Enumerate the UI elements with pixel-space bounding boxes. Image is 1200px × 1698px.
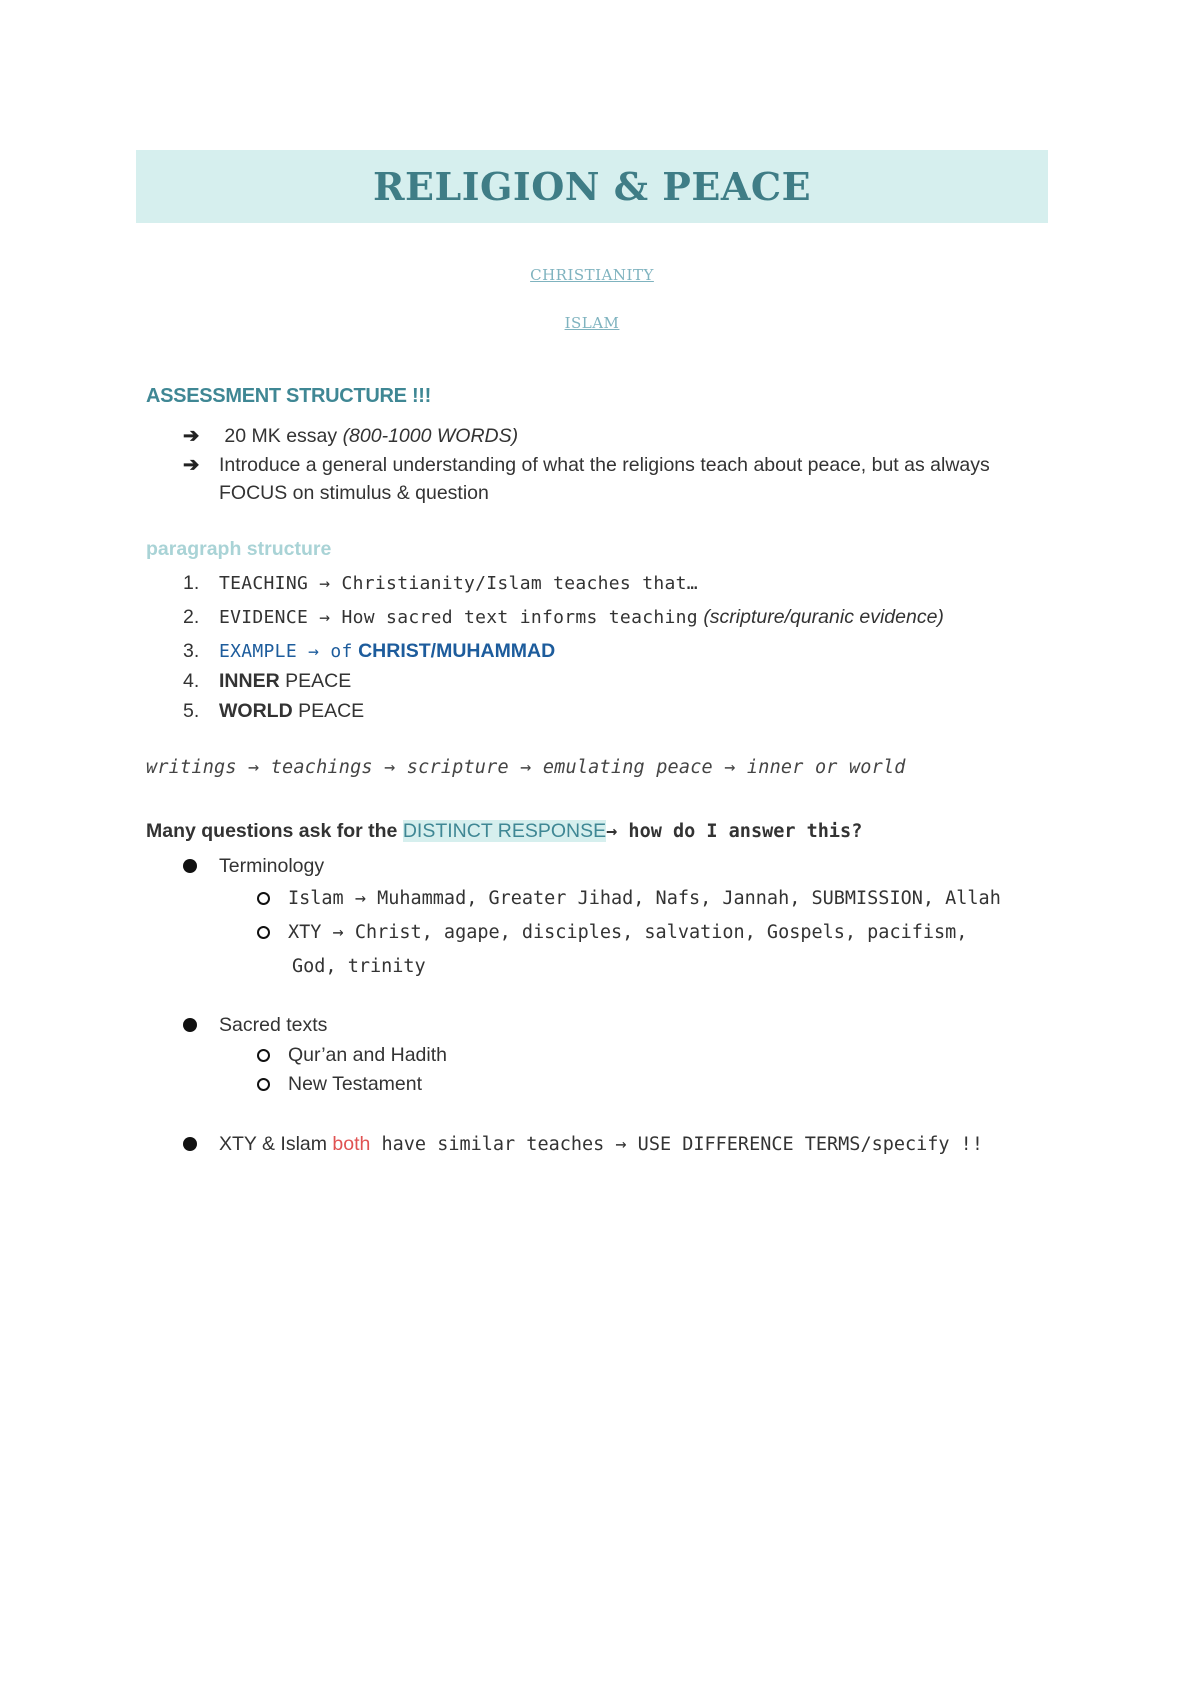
question-prefix: Many questions ask for the <box>146 820 403 842</box>
bullet-terminology <box>183 852 324 880</box>
assessment-item-1-text: 20 MK essay <box>224 425 343 447</box>
item-italic: (scripture/quranic evidence) <box>703 606 944 628</box>
sub-bullet-text: XTY → Christ, agape, disciples, salvation, Gospels, pacifism, <box>288 922 968 943</box>
paragraph-heading: paragraph structure <box>146 538 332 560</box>
item-text: EVIDENCE → How sacred text informs teaching <box>219 607 698 628</box>
item-text: PEACE <box>279 670 352 692</box>
sub-bullet-new-testament <box>257 1070 422 1098</box>
paragraph-item-3 <box>183 637 555 666</box>
writings-chain: writings → teachings → scripture → emulating peace → inner or world <box>146 757 906 778</box>
bullet-prefix: XTY & Islam <box>219 1133 333 1155</box>
sub-bullet-text: Qur’an and Hadith <box>288 1044 447 1066</box>
assessment-item-2 <box>183 451 990 504</box>
page-title: RELIGION & PEACE <box>372 164 812 209</box>
sub-bullet-quran <box>257 1041 447 1069</box>
paragraph-item-1 <box>183 569 698 598</box>
sub-bullet-text: God, trinity <box>292 956 426 977</box>
title-banner <box>136 150 1048 223</box>
sub-bullet-xty-continued <box>292 952 426 981</box>
bullet-similar-teachings <box>183 1130 983 1159</box>
assessment-item-1-italic: (800-1000 WORDS) <box>342 425 519 447</box>
paragraph-item-5 <box>183 697 364 725</box>
sub-bullet-xty <box>257 918 967 947</box>
item-number: 5. <box>183 700 200 722</box>
question-line <box>146 820 862 843</box>
sub-bullet-text: Islam → Muhammad, Greater Jihad, Nafs, Jannah, SUBMISSION, Allah <box>288 888 1001 909</box>
bullet-circle-icon <box>257 926 270 939</box>
bullet-circle-icon <box>257 892 270 905</box>
assessment-heading: ASSESSMENT STRUCTURE !!! <box>146 385 432 407</box>
item-number: 2. <box>183 606 200 628</box>
paragraph-item-4 <box>183 667 351 695</box>
arrow-icon: ➔ <box>183 425 200 447</box>
item-bold: WORLD <box>219 700 293 722</box>
bullet-sacred-texts <box>183 1011 327 1039</box>
arrow-icon: ➔ <box>183 454 200 476</box>
item-bold: INNER <box>219 670 280 692</box>
bullet-red-word: both <box>332 1133 371 1155</box>
question-highlight: DISTINCT RESPONSE <box>402 820 607 842</box>
question-suffix: → how do I answer this? <box>606 821 863 842</box>
toc-link-islam[interactable]: ISLAM <box>564 314 620 332</box>
bullet-label: Sacred texts <box>219 1014 328 1036</box>
toc-link-christianity[interactable]: CHRISTIANITY <box>530 266 654 284</box>
bullet-suffix: have similar teaches → USE DIFFERENCE TERMS/specify !! <box>370 1134 983 1155</box>
item-number: 3. <box>183 640 200 662</box>
item-text: PEACE <box>292 700 365 722</box>
bullet-label: Terminology <box>219 855 325 877</box>
item-text: EXAMPLE → of <box>219 641 353 662</box>
item-number: 4. <box>183 670 200 692</box>
bullet-dot-icon <box>183 859 197 873</box>
item-number: 1. <box>183 572 200 594</box>
assessment-item-2-text: Introduce a general understanding of what the religions teach about peace, but as always FOCUS on stimulus & question <box>219 454 990 504</box>
bullet-circle-icon <box>257 1049 270 1062</box>
item-bold: CHRIST/MUHAMMAD <box>358 640 556 662</box>
paragraph-item-2 <box>183 603 944 632</box>
assessment-item-1 <box>183 422 518 450</box>
sub-bullet-islam <box>257 884 1001 913</box>
bullet-dot-icon <box>183 1137 197 1151</box>
bullet-circle-icon <box>257 1078 270 1091</box>
bullet-dot-icon <box>183 1018 197 1032</box>
item-text: TEACHING → Christianity/Islam teaches that… <box>219 573 698 594</box>
sub-bullet-text: New Testament <box>288 1073 423 1095</box>
